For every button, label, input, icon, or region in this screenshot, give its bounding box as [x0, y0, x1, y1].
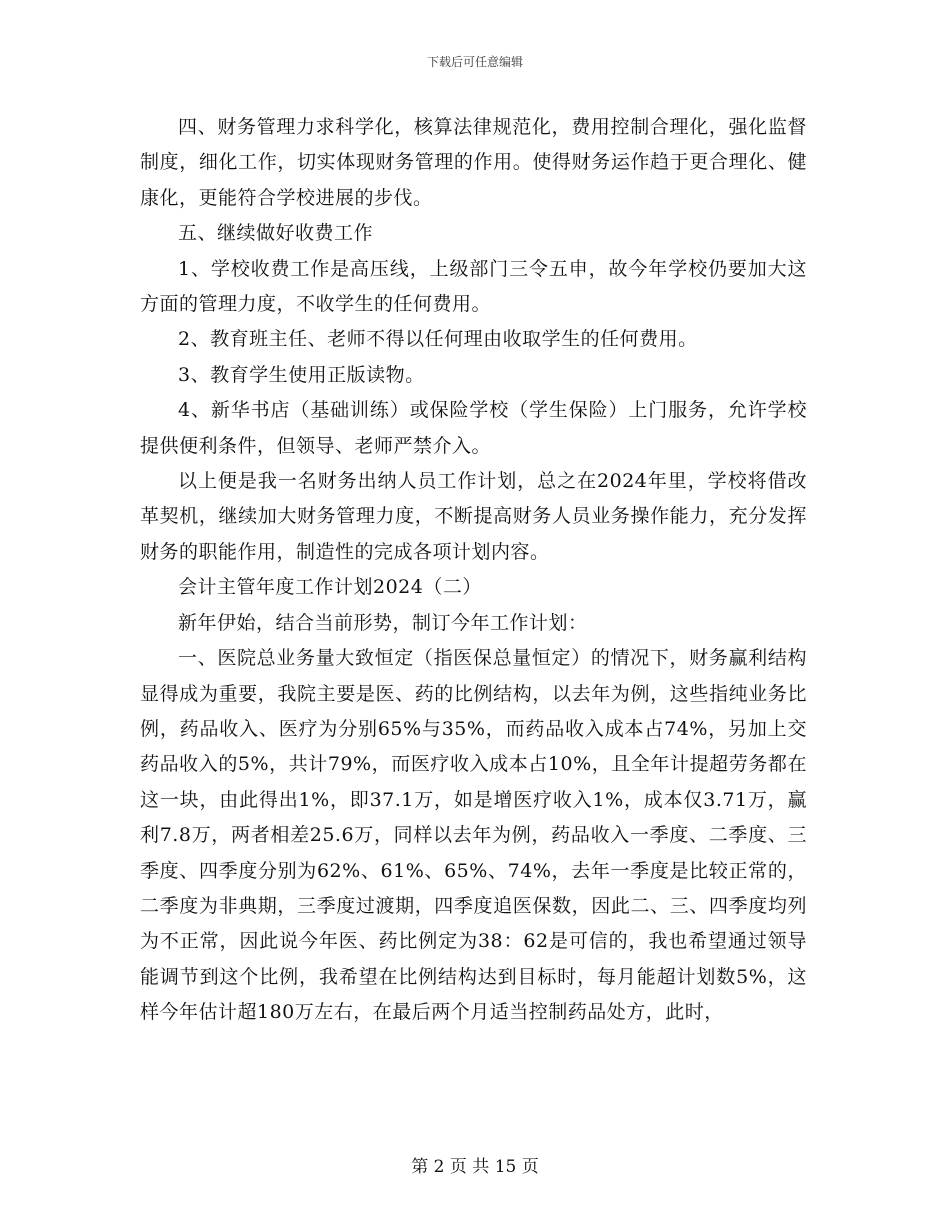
page-number: 第 2 页 共 15 页 — [411, 1157, 539, 1177]
paragraph-financial-management: 四、财务管理力求科学化，核算法律规范化，费用控制合理化，强化监督制度，细化工作，切实体现财务管理的作用。使得财务运作趋于更合理化、健康化，更能符合学校进展的步伐。 — [140, 116, 807, 209]
paragraph-hospital-structure: 一、医院总业务量大致恒定（指医保总量恒定）的情况下，财务赢利结构显得成为重要，我院主要是医、药的比例结构，以去年为例，这些指纯业务比例，药品收入、医疗为分别65%与35%，而药品收入成本占74%，另加上交药品收入的5%，共计79%，而医疗收入成本占10%，且全年计提超劳务都在这一块，由此得出1%，即37.1万，如是增医疗收入1%，成本仅3.71万，赢利7.8万，两者相差25.6万，同样以去年为例，药品收入一季度、二季度、三季度、四季度分别为62%、61%、65%、74%，去年一季度是比较正常的，二季度为非典期，三季度过渡期，四季度追医保数，因此二、三、四季度均列为不正常，因此说今年医、药比例定为38：62是可信的，我也希望通过领导能调节到这个比例，我希望在比例结构达到目标时，每月能超计划数5%，这样今年估计超180万左右，在最后两个月适当控制药品处方，此时， — [140, 647, 807, 1024]
paragraph-fee-item-4: 4、新华书店（基础训练）或保险学校（学生保险）上门服务，允许学校提供便利条件，但领导、老师严禁介入。 — [140, 399, 807, 457]
paragraph-fee-item-3: 3、教育学生使用正版读物。 — [178, 363, 425, 386]
section-title-plan-two: 会计主管年度工作计划2024（二） — [178, 576, 482, 599]
paragraph-summary: 以上便是我一名财务出纳人员工作计划，总之在2024年里，学校将借改革契机，继续加大财务管理力度，不断提高财务人员业务操作能力，充分发挥财务的职能作用，制造性的完成各项计划内容。 — [140, 470, 807, 563]
heading-fee-work: 五、继续做好收费工作 — [178, 222, 374, 245]
paragraph-fee-item-1: 1、学校收费工作是高压线，上级部门三令五申，故今年学校仍要加大这方面的管理力度，不收学生的任何费用。 — [140, 257, 807, 316]
paragraph-intro: 新年伊始，结合当前形势，制订今年工作计划： — [178, 611, 588, 634]
page-header: 下载后可任意编辑 — [426, 55, 523, 69]
document-body — [140, 110, 807, 1031]
paragraph-fee-item-2: 2、教育班主任、老师不得以任何理由收取学生的任何费用。 — [178, 328, 698, 351]
